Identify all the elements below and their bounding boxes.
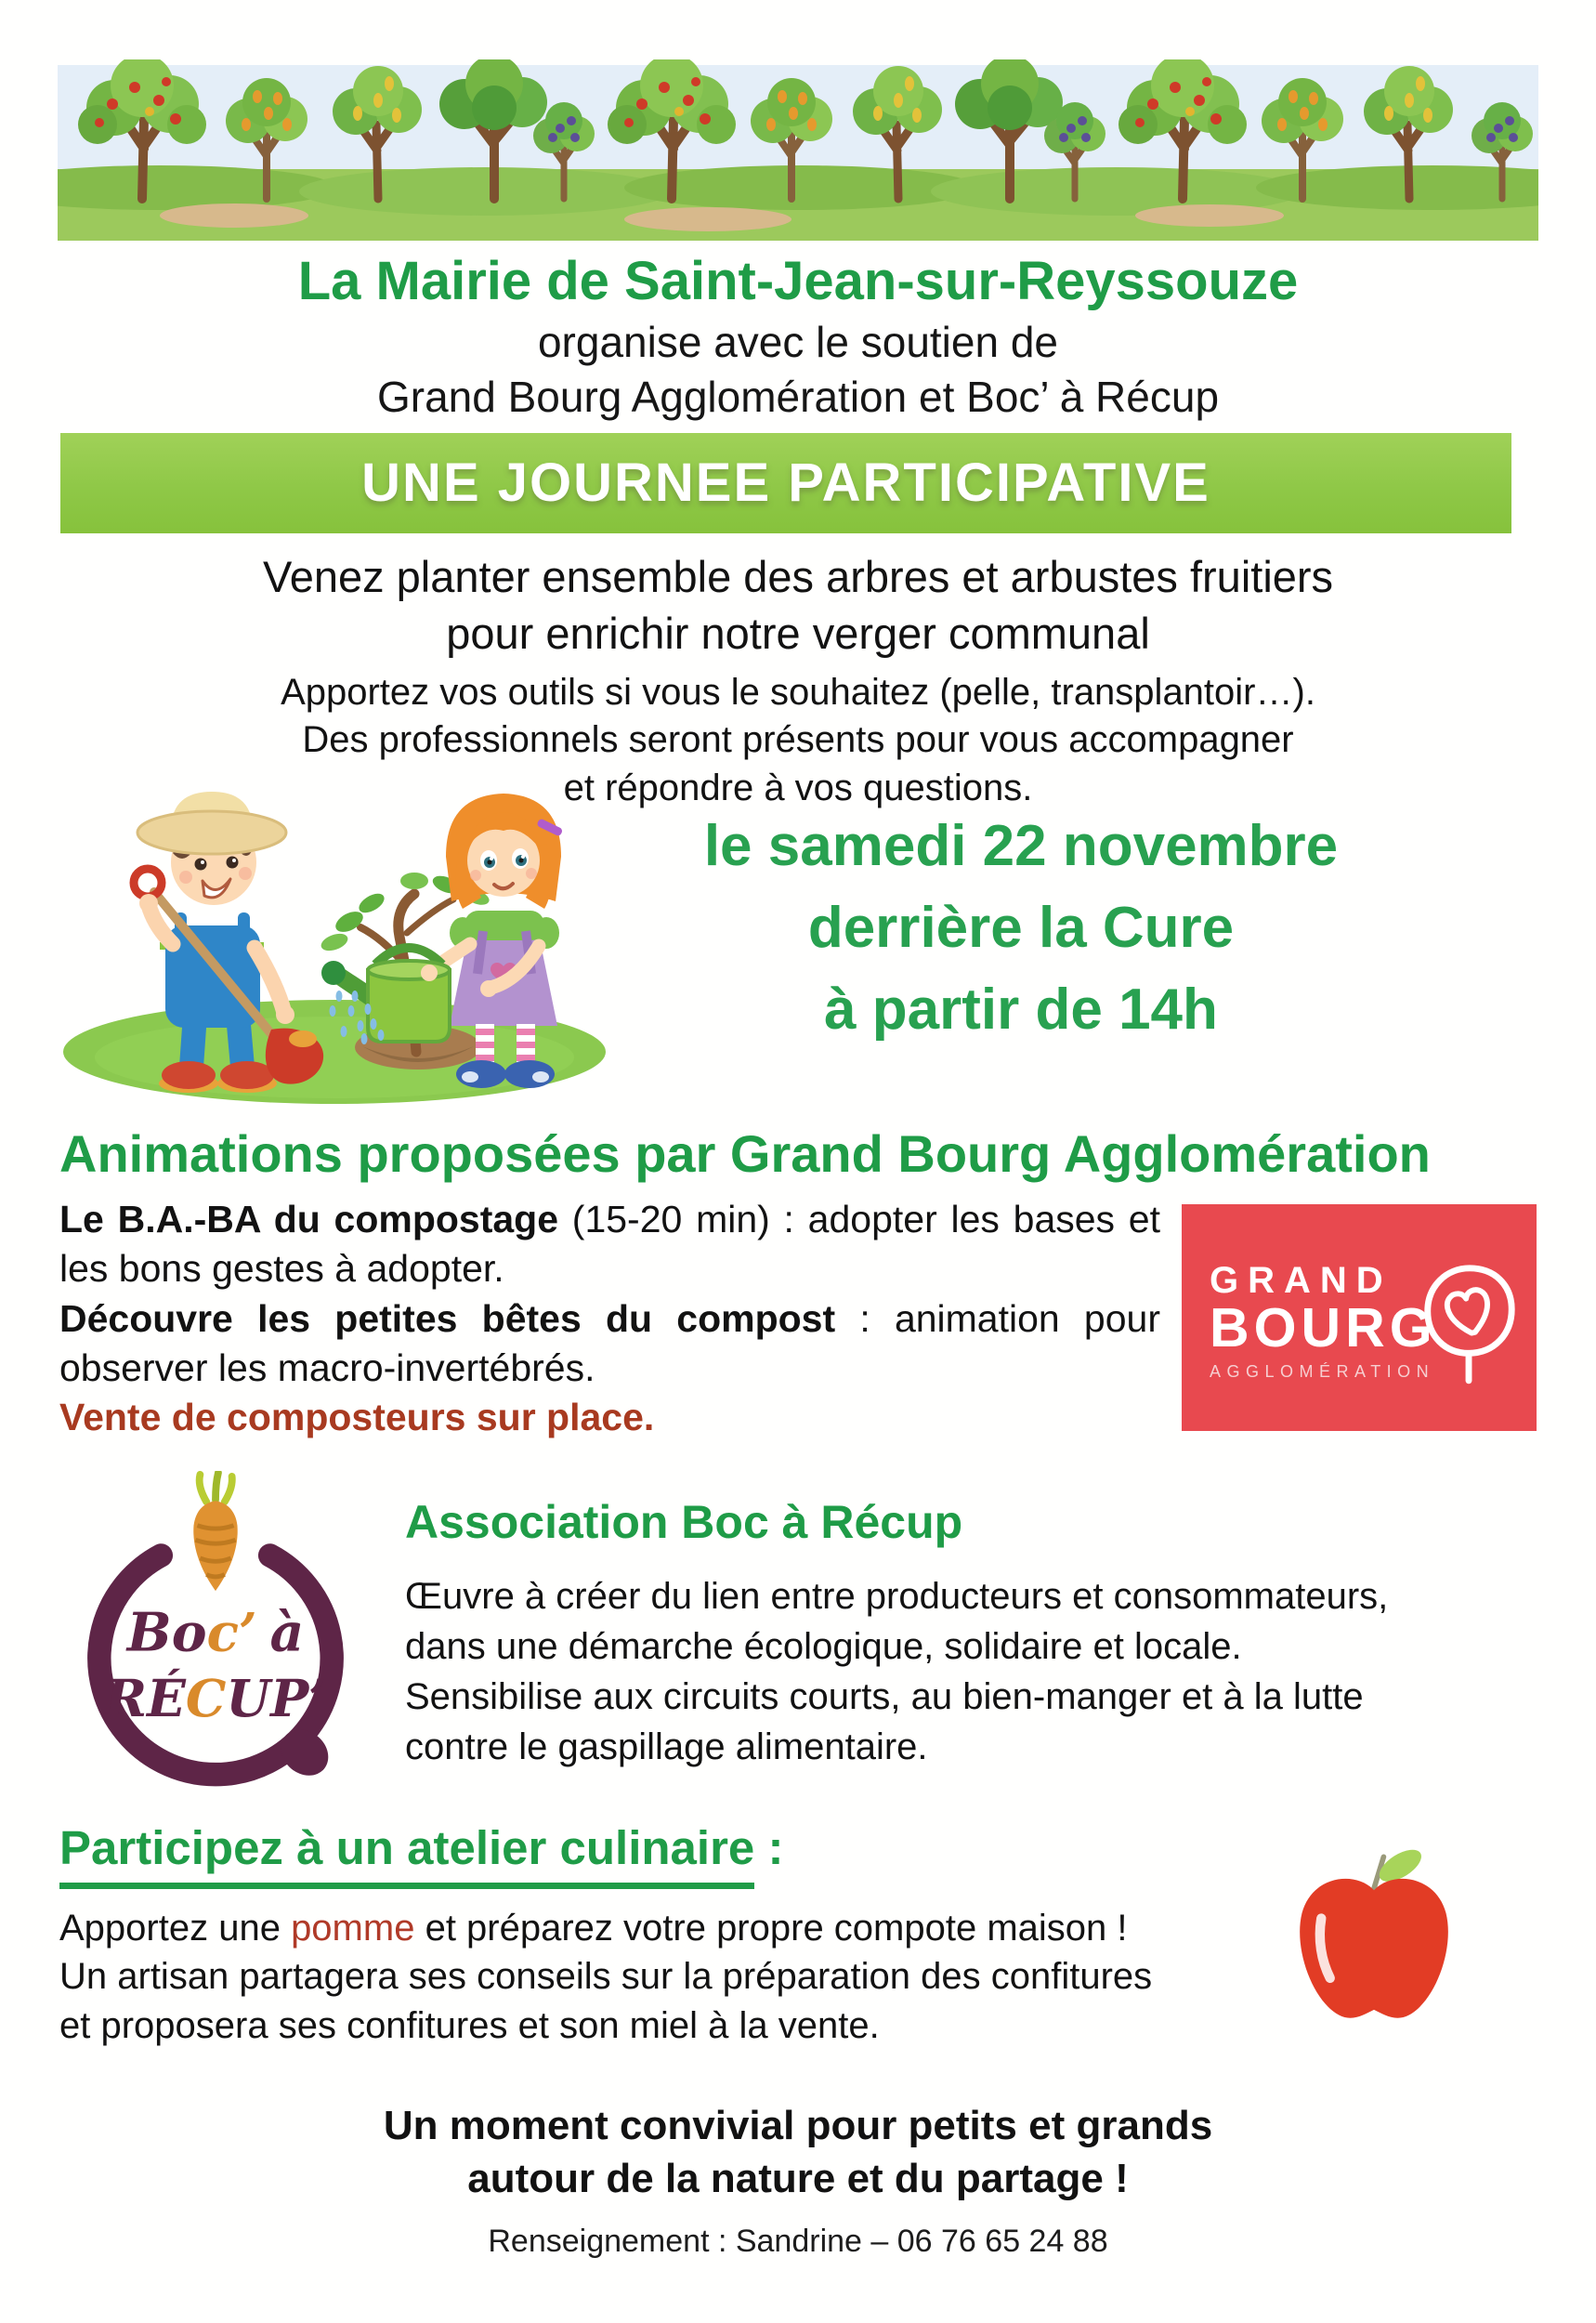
association-content [405, 1467, 1388, 1772]
atelier-section [59, 1904, 1537, 2051]
children-planting-illustration [56, 747, 632, 1109]
contact-line: Renseignement : Sandrine – 06 76 65 24 88 [488, 2224, 1108, 2260]
event-date-line-3: à partir de 14h [824, 977, 1218, 1042]
animations-section [59, 1195, 1537, 1442]
event-date-line-2: derrière la Cure [807, 895, 1235, 960]
association-heading: Association Boc à Récup [405, 1495, 963, 1548]
association-body-line-1: Œuvre à créer du lien entre producteurs et consommateurs, [405, 1575, 1389, 1617]
gb-logo-bourg: BOURG [1210, 1297, 1437, 1359]
page-title: La Mairie de Saint-Jean-sur-Reyssouze [297, 251, 1299, 311]
composter-sale-note: Vente de composteurs sur place. [59, 1396, 655, 1439]
footer-line-2: autour de la nature et du partage ! [467, 2156, 1129, 2202]
compost-rest-2: : animation pour observer les macro-invertébrés. [59, 1296, 1160, 1389]
event-date-line-1: le samedi 22 novembre [703, 813, 1339, 878]
atelier-line-2: Un artisan partagera ses conseils sur la préparation des confitures [59, 1956, 1153, 1998]
orchard-banner-illustration [58, 59, 1538, 241]
tree-heart-icon [1414, 1243, 1524, 1388]
boc-logo-text-line1: Boc’ à [126, 1602, 305, 1664]
apple-illustration [1286, 1846, 1462, 2040]
boc-logo-text-line2: RÉCUP’ [104, 1668, 327, 1728]
footer-line-1: Un moment convivial pour petits et grands [383, 2102, 1213, 2148]
subtitle-line-2: Grand Bourg Agglomération et Boc’ à Récup [376, 372, 1220, 421]
association-body [405, 1571, 1388, 1772]
gb-logo-grand: GRAND [1210, 1260, 1393, 1302]
compost-lead-2: Découvre les petites bêtes du compost [59, 1296, 836, 1340]
atelier-heading-colon: : [754, 1820, 784, 1874]
boc-a-recup-logo [59, 1471, 372, 1798]
association-body-line-2: dans une démarche écologique, solidaire et locale. [405, 1625, 1242, 1667]
association-body-line-4: contre le gaspillage alimentaire. [405, 1726, 928, 1767]
note-line-3: et répondre à vos questions. [563, 767, 1033, 808]
carrot-icon [193, 1473, 237, 1591]
association-body-line-3: Sensibilise aux circuits courts, au bien-manger et à la lutte [405, 1675, 1364, 1717]
animations-text [59, 1195, 1160, 1442]
lead-line-1: Venez planter ensemble des arbres et arbustes fruitiers [262, 551, 1334, 601]
banner-title: UNE JOURNEE PARTICIPATIVE [361, 453, 1210, 514]
compost-lead-1: Le B.A.-BA du compostage [59, 1198, 559, 1241]
pomme-highlight: pomme [291, 1907, 415, 1949]
lead-text [0, 548, 1596, 662]
atelier-line-1-pre: Apportez une [59, 1907, 292, 1949]
note-line-1: Apportez vos outils si vous le souhaitez (pelle, transplantoir…). [281, 672, 1315, 714]
footer-message [0, 2099, 1596, 2205]
lead-line-2: pour enrichir notre verger communal [446, 609, 1150, 659]
association-section [59, 1467, 1537, 1798]
atelier-heading-text: Participez à un atelier culinaire [59, 1820, 754, 1889]
grand-bourg-logo-text [1210, 1262, 1437, 1380]
atelier-line-1-post: et préparez votre propre compote maison ! [414, 1907, 1128, 1949]
gb-logo-agglomeration: AGGLOMÉRATION [1210, 1362, 1435, 1382]
grand-bourg-logo [1182, 1204, 1537, 1431]
note-line-2: Des professionnels seront présents pour vous accompagner [302, 719, 1294, 761]
section-heading-animations: Animations proposées par Grand Bourg Agglomération [59, 1123, 1431, 1183]
compost-paragraph-1 [59, 1195, 1160, 1294]
subtitle-line-1: organise avec le soutien de [537, 318, 1059, 367]
compost-paragraph-2 [59, 1294, 1160, 1394]
atelier-line-3: et proposera ses confitures et son miel à la vente. [59, 2005, 880, 2047]
compost-rest-1: (15-20 min) : adopter les bases et les bons gestes à adopter. [59, 1198, 1160, 1291]
event-banner [60, 433, 1511, 533]
event-date [632, 806, 1540, 1051]
